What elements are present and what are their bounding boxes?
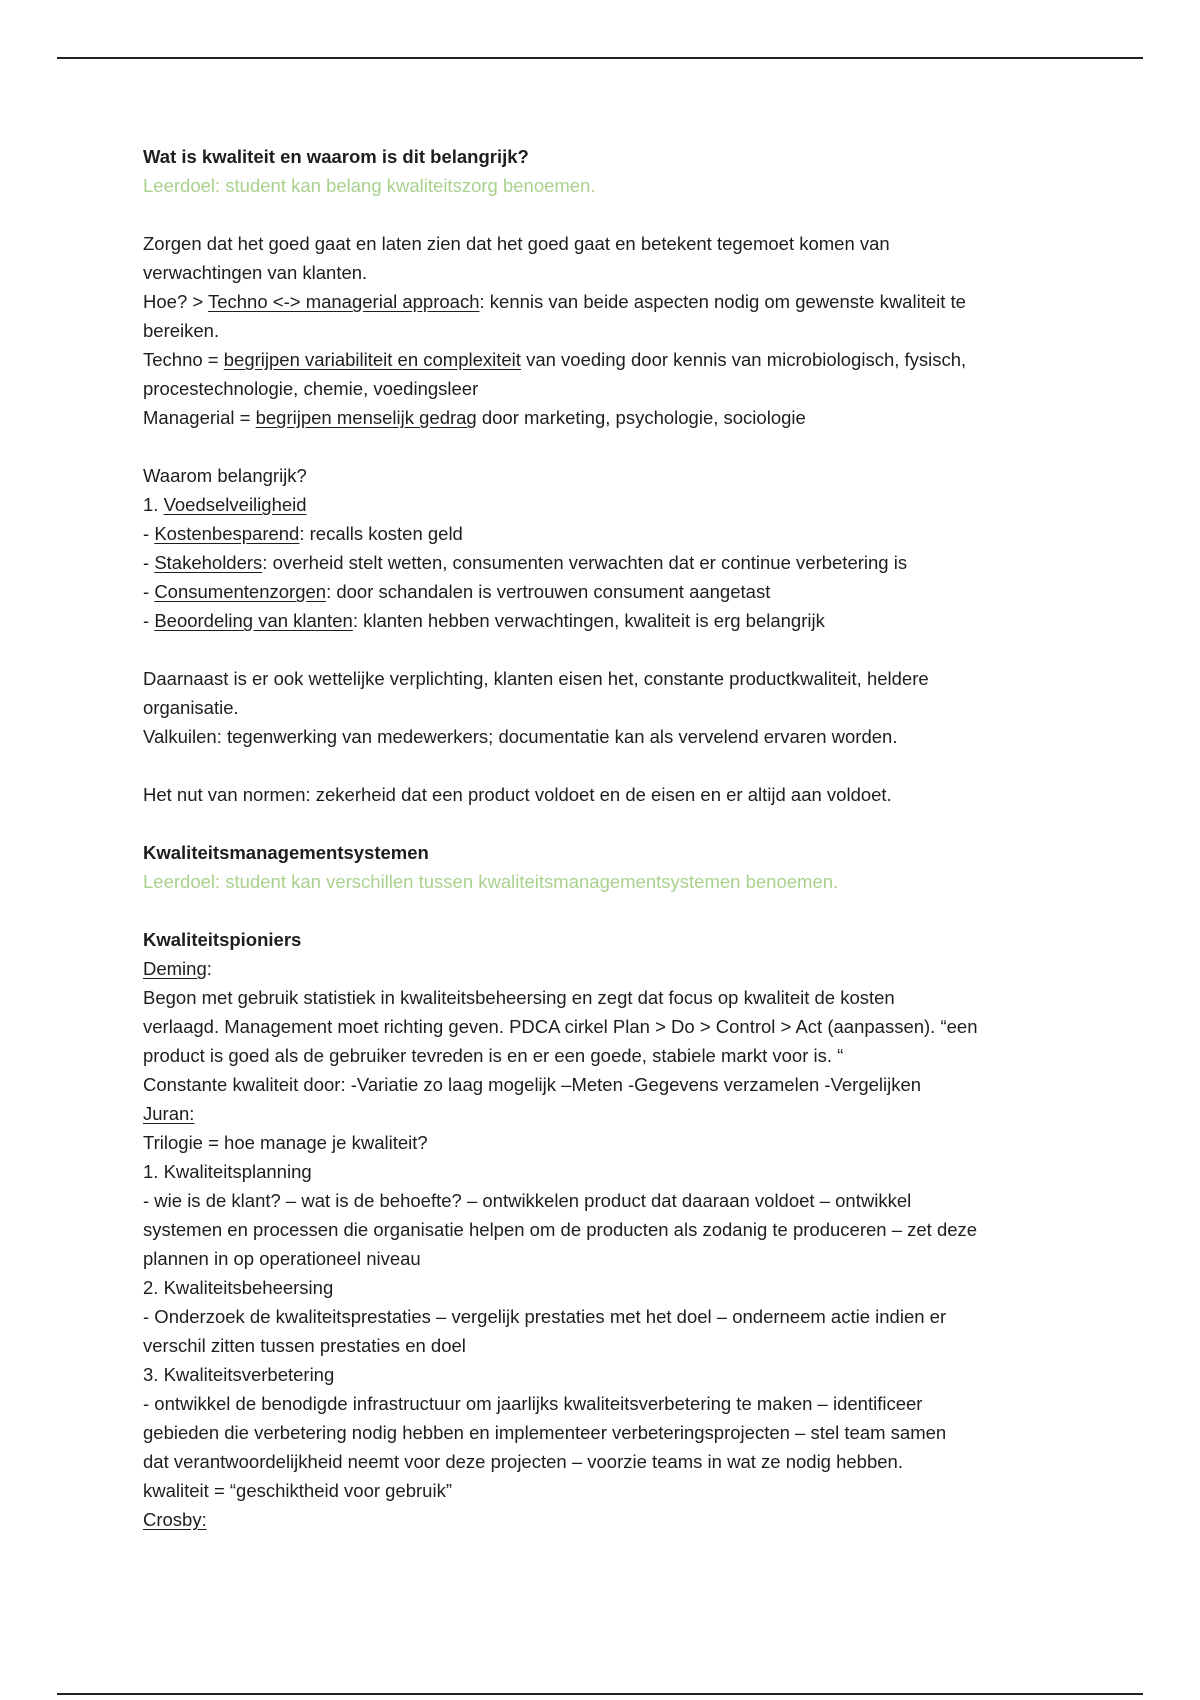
extra-line-2: organisatie. [143, 697, 239, 718]
managerial-line: Managerial = begrijpen menselijk gedrag door marketing, psychologie, sociologie [143, 407, 806, 428]
section-heading-quality: Wat is kwaliteit en waarom is dit belangrijk? [143, 146, 529, 167]
pioneers-heading: Kwaliteitspioniers [143, 929, 302, 950]
juran-point-2-line-2: verschil zitten tussen prestaties en doel [143, 1335, 466, 1356]
juran-point-1-line-3: plannen in op operationeel niveau [143, 1248, 421, 1269]
managerial-term: begrijpen menselijk gedrag [255, 407, 477, 428]
juran-point-2-line-1: - Onderzoek de kwaliteitsprestaties – vergelijk prestaties met het doel – onderneem actie indien er [143, 1306, 947, 1327]
deming-line-3: product is goed als de gebruiker tevreden is en er een goede, stabiele markt voor is. “ [143, 1045, 844, 1066]
why-question: Waarom belangrijk? [143, 465, 307, 486]
juran-point-3-line-1: - ontwikkel de benodigde infrastructuur om jaarlijks kwaliteitsverbetering te maken – identificeer [143, 1393, 923, 1414]
learning-goal-1: Leerdoel: student kan belang kwaliteitszorg benoemen. [143, 175, 596, 196]
approach-term: Techno <-> managerial approach [207, 291, 480, 312]
intro-line-1: Zorgen dat het goed gaat en laten zien dat het goed gaat en betekent tegemoet komen van [143, 233, 890, 254]
section-heading-qms: Kwaliteitsmanagementsystemen [143, 842, 429, 863]
why-item-1: 1. Voedselveiligheid [143, 494, 307, 515]
valkuilen-line: Valkuilen: tegenwerking van medewerkers; documentatie kan als vervelend ervaren worden. [143, 726, 898, 747]
juran-point-1-line-1: - wie is de klant? – wat is de behoefte? – ontwikkelen product dat daaraan voldoet – ontwikkel [143, 1190, 912, 1211]
intro-line-2: verwachtingen van klanten. [143, 262, 368, 283]
why-item-3: - Stakeholders: overheid stelt wetten, consumenten verwachten dat er continue verbetering is [143, 552, 908, 573]
juran-point-3: 3. Kwaliteitsverbetering [143, 1364, 335, 1385]
document-page [143, 142, 1083, 1534]
juran-point-1: 1. Kwaliteitsplanning [143, 1161, 312, 1182]
juran-title: Juran: [143, 1103, 195, 1124]
crosby-title: Crosby: [143, 1509, 207, 1530]
juran-quote: kwaliteit = “geschiktheid voor gebruik” [143, 1480, 452, 1501]
deming-title: Deming: [143, 958, 212, 979]
normen-line: Het nut van normen: zekerheid dat een product voldoet en de eisen en er altijd aan voldoet. [143, 784, 892, 805]
juran-point-1-line-2: systemen en processen die organisatie helpen om de producten als zodanig te produceren – zet deze [143, 1219, 978, 1240]
hoe-line: Hoe? > Techno <-> managerial approach: kennis van beide aspecten nodig om gewenste kwaliteit te [143, 291, 966, 312]
header-rule [57, 57, 1143, 59]
why-item-2: - Kostenbesparend: recalls kosten geld [143, 523, 463, 544]
why-item-5: - Beoordeling van klanten: klanten hebben verwachtingen, kwaliteit is erg belangrijk [143, 610, 825, 631]
why-item-4: - Consumentenzorgen: door schandalen is vertrouwen consument aangetast [143, 581, 771, 602]
deming-line-2: verlaagd. Management moet richting geven. PDCA cirkel Plan > Do > Control > Act (aanpassen). “een [143, 1016, 978, 1037]
juran-point-3-line-3: dat verantwoordelijkheid neemt voor deze projecten – voorzie teams in wat ze nodig hebben. [143, 1451, 903, 1472]
techno-line: Techno = begrijpen variabiliteit en complexiteit van voeding door kennis van microbiologisch, fysisch, [143, 349, 967, 370]
deming-line-1: Begon met gebruik statistiek in kwaliteitsbeheersing en zegt dat focus op kwaliteit de kosten [143, 987, 895, 1008]
footer-rule [57, 1693, 1143, 1695]
deming-line-4: Constante kwaliteit door: -Variatie zo laag mogelijk –Meten -Gegevens verzamelen -Vergelijken [143, 1074, 922, 1095]
techno-term: begrijpen variabiliteit en complexiteit [223, 349, 521, 370]
hoe-line-2: bereiken. [143, 320, 220, 341]
juran-line-1: Trilogie = hoe manage je kwaliteit? [143, 1132, 428, 1153]
learning-goal-2: Leerdoel: student kan verschillen tussen kwaliteitsmanagementsystemen benoemen. [143, 871, 839, 892]
extra-line-1: Daarnaast is er ook wettelijke verplichting, klanten eisen het, constante productkwaliteit, heldere [143, 668, 929, 689]
juran-point-3-line-2: gebieden die verbetering nodig hebben en implementeer verbeteringsprojecten – stel team samen [143, 1422, 947, 1443]
juran-point-2: 2. Kwaliteitsbeheersing [143, 1277, 334, 1298]
techno-line-2: procestechnologie, chemie, voedingsleer [143, 378, 479, 399]
